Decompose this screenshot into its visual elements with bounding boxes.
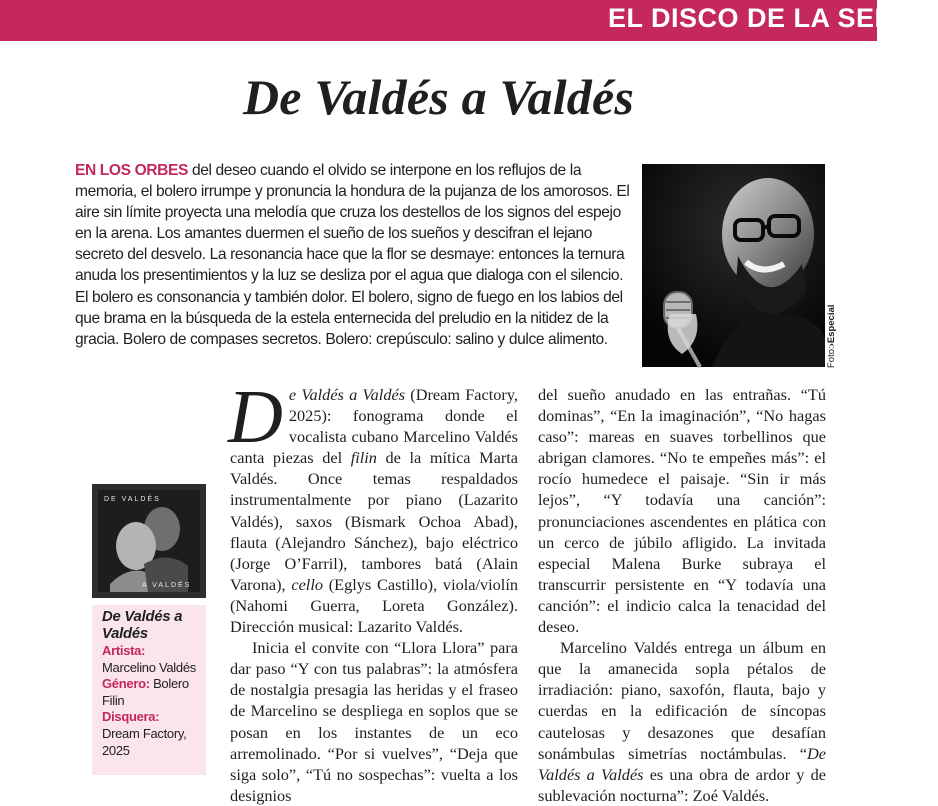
body-column-2 <box>538 384 826 806</box>
lead-paragraph <box>75 160 635 350</box>
album-label: Disquera: Dream Factory, 2025 <box>102 709 187 758</box>
section-banner <box>0 0 938 41</box>
drop-cap: D <box>228 375 283 459</box>
album-cover <box>92 484 206 598</box>
singer-photo-illustration <box>642 164 825 367</box>
body-paragraph-4: Marcelino Valdés entrega un álbum en que la amanecida sopla pétalos de irradiación: piano, saxofón, flauta, bajo y cuerdas en la edificación de síncopas cautelosas y desazones que desafían sonámbulas simetrías noctámbulas. “De Valdés a Valdés es una obra de ardor y de sublevación nocturna”: Zoé Valdés. <box>538 638 826 805</box>
body-paragraph-2: Inicia el convite con “Llora Llora” para dar paso “Y con tus palabras”: la atmósfera de nostalgia presagia las heridas y el fraseo de Marcelino se despliega en soplos que se posan en los instantes de un eco arremolinado. “Por si vuelves”, “Deja que siga solo”, “Tú no sospechas”: vuelta a los designios <box>230 638 518 805</box>
lead-text: del deseo cuando el olvido se interpone en los reflujos de la memoria, el bolero irrumpe y pronuncia la hondura de la pujanza de los amorosos. El aire sin límite proyecta una melodía que cruza los destellos de los signos del espejo en la arena. Los amantes duermen el sueño de los sueños y descifran el lejano secreto del desvelo. La resonancia hace que la flor se desmaye: entonces la ternura anuda los presentimientos y la luz se desliza por el agua que dialoga con el silencio. El bolero es consonancia y también dolor. El bolero, signo de fuego en los labios del que brama en la búsqueda de la estela enternecida del preludio en la nitidez de la gracia. Bolero de compases secretos. Bolero: crepúsculo: salino y dulce alimento. <box>75 162 630 348</box>
cover-text-bottom: A VALDÉS <box>142 582 192 589</box>
album-artist: Artista: Marcelino Valdés <box>102 643 196 675</box>
body-paragraph-1: De Valdés a Valdés (Dream Factory, 2025): fonograma donde el vocalista cubano Marcelino Valdés canta piezas del filin de la mítica Marta Valdés. Once temas respaldados instrumentalmente por piano (Lazarito Valdés), saxos (Bismark Ochoa Abad), flauta (Alejandro Sánchez), bajo eléctrico (Jorge O’Farril), tambores batá (Alain Varona), cello (Eglys Castillo), viola/violín (Nahomi Guerra, Loreta González). Dirección musical: Lazarito Valdés. <box>228 375 519 637</box>
body-column-1 <box>228 375 519 806</box>
singer-photo <box>642 164 825 367</box>
album-cover-art <box>92 484 206 598</box>
body-paragraph-3: del sueño anudado en las entrañas. “Tú dominas”, “En la imaginación”, “No hagas caso”: mareas en suaves torbellinos que abrigan clamores. “No te empeñes más”: el rocío humedece el paisaje. “Sin ir más lejos”, “Y todavía una canción”: pronunciaciones ascendentes en plática con un cerco de júbilo afligido. La invitada especial Malena Burke subraya el transcurrir persistente en “Y todavía una canción”: el indicio calca la tenacidad del deseo. <box>538 385 826 637</box>
album-title: De Valdés a Valdés <box>102 609 183 642</box>
album-info-box <box>92 605 206 775</box>
section-title: EL DISCO DE LA SEMAN <box>608 3 938 33</box>
lead-kicker: EN LOS ORBES <box>75 162 189 179</box>
headline: De Valdés a Valdés <box>242 69 635 125</box>
photo-credit: Foto:›Especial <box>826 304 837 368</box>
cover-text-top: DE VALDÉS <box>104 496 161 503</box>
photo-credit-arrow: › <box>826 343 837 347</box>
album-genre: Género: Bolero Filin <box>102 676 189 708</box>
